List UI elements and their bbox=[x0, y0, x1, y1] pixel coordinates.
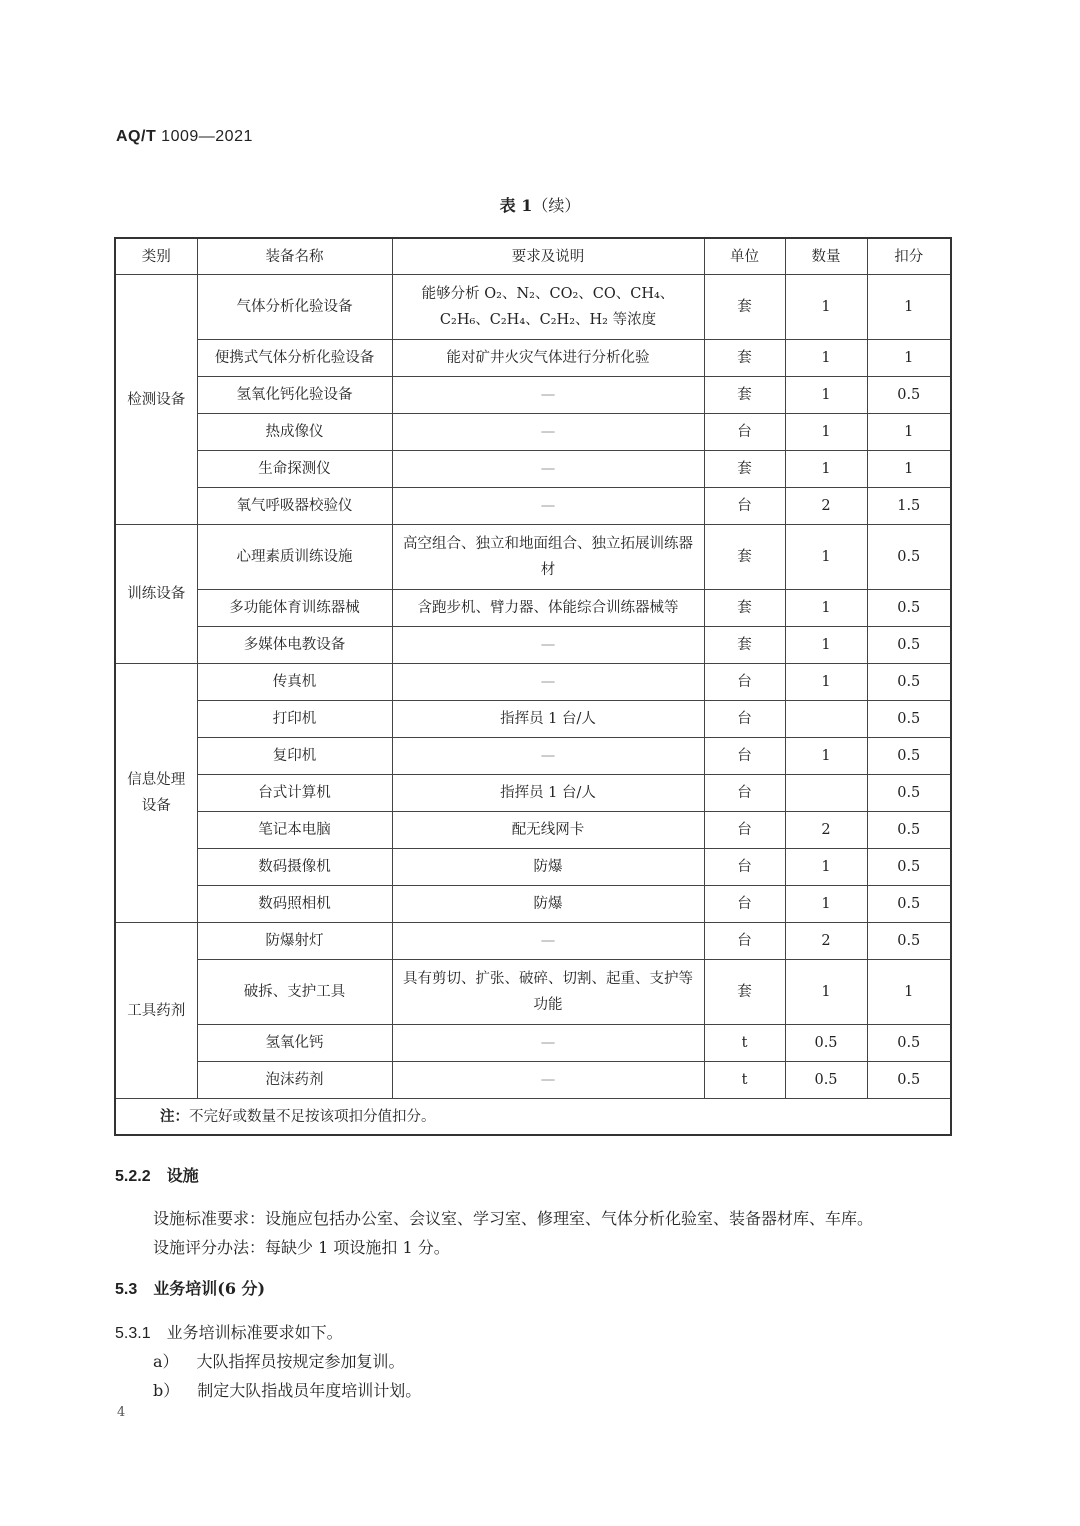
equipment-name-cell: 台式计算机 bbox=[197, 775, 392, 812]
requirement-cell: — bbox=[392, 451, 704, 488]
unit-cell: 套 bbox=[704, 377, 785, 414]
quantity-cell: 1 bbox=[785, 960, 867, 1025]
unit-cell: 台 bbox=[704, 701, 785, 738]
unit-cell: 套 bbox=[704, 525, 785, 590]
quantity-cell: 1 bbox=[785, 414, 867, 451]
requirement-cell: 指挥员 1 台/人 bbox=[392, 775, 704, 812]
quantity-cell: 1 bbox=[785, 627, 867, 664]
section-5-3-heading bbox=[115, 1276, 265, 1299]
unit-cell: 台 bbox=[704, 738, 785, 775]
equipment-name-cell: 防爆射灯 bbox=[197, 923, 392, 960]
equipment-name-cell: 气体分析化验设备 bbox=[197, 275, 392, 340]
unit-cell: 台 bbox=[704, 812, 785, 849]
quantity-cell bbox=[785, 775, 867, 812]
table-note-row bbox=[115, 1099, 951, 1136]
table-row bbox=[115, 960, 951, 1025]
requirement-cell: — bbox=[392, 738, 704, 775]
unit-cell: 台 bbox=[704, 849, 785, 886]
requirement-cell: 防爆 bbox=[392, 886, 704, 923]
category-cell: 检测设备 bbox=[115, 275, 197, 525]
equipment-name-cell: 泡沫药剂 bbox=[197, 1062, 392, 1099]
quantity-cell: 0.5 bbox=[785, 1062, 867, 1099]
table-row bbox=[115, 738, 951, 775]
deduction-cell: 1 bbox=[867, 451, 951, 488]
quantity-cell: 1 bbox=[785, 886, 867, 923]
quantity-cell: 1 bbox=[785, 451, 867, 488]
quantity-cell: 1 bbox=[785, 738, 867, 775]
deduction-cell: 0.5 bbox=[867, 812, 951, 849]
unit-cell: 套 bbox=[704, 590, 785, 627]
unit-cell: t bbox=[704, 1025, 785, 1062]
table-row bbox=[115, 849, 951, 886]
equipment-name-cell: 数码摄像机 bbox=[197, 849, 392, 886]
deduction-cell: 0.5 bbox=[867, 590, 951, 627]
requirement-cell: 能够分析 O₂、N₂、CO₂、CO、CH₄、C₂H₆、C₂H₄、C₂H₂、H₂ 等浓度 bbox=[392, 275, 704, 340]
requirement-cell: 具有剪切、扩张、破碎、切割、起重、支护等功能 bbox=[392, 960, 704, 1025]
table-row bbox=[115, 275, 951, 340]
equipment-name-cell: 氢氧化钙 bbox=[197, 1025, 392, 1062]
equipment-name-cell: 数码照相机 bbox=[197, 886, 392, 923]
quantity-cell: 0.5 bbox=[785, 1025, 867, 1062]
quantity-cell: 1 bbox=[785, 525, 867, 590]
deduction-cell: 0.5 bbox=[867, 775, 951, 812]
document-code bbox=[116, 128, 253, 146]
table-caption bbox=[0, 193, 1080, 216]
equipment-table bbox=[114, 237, 952, 1136]
table-row bbox=[115, 886, 951, 923]
quantity-cell: 1 bbox=[785, 377, 867, 414]
category-cell: 工具药剂 bbox=[115, 923, 197, 1099]
deduction-cell: 0.5 bbox=[867, 377, 951, 414]
table-row bbox=[115, 340, 951, 377]
col-header: 扣分 bbox=[867, 238, 951, 275]
deduction-cell: 1 bbox=[867, 414, 951, 451]
equipment-name-cell: 打印机 bbox=[197, 701, 392, 738]
unit-cell: 台 bbox=[704, 414, 785, 451]
quantity-cell: 1 bbox=[785, 590, 867, 627]
deduction-cell: 1.5 bbox=[867, 488, 951, 525]
deduction-cell: 0.5 bbox=[867, 886, 951, 923]
col-header: 单位 bbox=[704, 238, 785, 275]
equipment-name-cell: 氢氧化钙化验设备 bbox=[197, 377, 392, 414]
quantity-cell: 1 bbox=[785, 664, 867, 701]
requirement-cell: — bbox=[392, 627, 704, 664]
list-item bbox=[153, 1378, 421, 1401]
list-item bbox=[153, 1349, 405, 1372]
equipment-name-cell: 破拆、支护工具 bbox=[197, 960, 392, 1025]
equipment-name-cell: 多媒体电教设备 bbox=[197, 627, 392, 664]
deduction-cell: 0.5 bbox=[867, 849, 951, 886]
list-label: a） bbox=[153, 1352, 179, 1371]
code-number: 1009—2021 bbox=[161, 128, 253, 145]
table-row bbox=[115, 812, 951, 849]
deduction-cell: 1 bbox=[867, 275, 951, 340]
table-row bbox=[115, 664, 951, 701]
list-text: 制定大队指战员年度培训计划。 bbox=[197, 1381, 422, 1400]
equipment-name-cell: 生命探测仪 bbox=[197, 451, 392, 488]
table-row bbox=[115, 451, 951, 488]
table-row bbox=[115, 525, 951, 590]
category-cell: 信息处理设备 bbox=[115, 664, 197, 923]
col-header: 数量 bbox=[785, 238, 867, 275]
quantity-cell: 1 bbox=[785, 849, 867, 886]
table-row bbox=[115, 627, 951, 664]
deduction-cell: 0.5 bbox=[867, 701, 951, 738]
table-row bbox=[115, 775, 951, 812]
deduction-cell: 0.5 bbox=[867, 923, 951, 960]
deduction-cell: 0.5 bbox=[867, 738, 951, 775]
paragraph: 设施评分办法：每缺少 1 项设施扣 1 分。 bbox=[153, 1238, 450, 1257]
quantity-cell: 1 bbox=[785, 275, 867, 340]
table-row bbox=[115, 1025, 951, 1062]
unit-cell: 台 bbox=[704, 664, 785, 701]
deduction-cell: 0.5 bbox=[867, 1062, 951, 1099]
unit-cell: 套 bbox=[704, 275, 785, 340]
table-header-row bbox=[115, 238, 951, 275]
equipment-name-cell: 氧气呼吸器校验仪 bbox=[197, 488, 392, 525]
unit-cell: 台 bbox=[704, 923, 785, 960]
requirement-cell: 高空组合、独立和地面组合、独立拓展训练器材 bbox=[392, 525, 704, 590]
note-text: 不完好或数量不足按该项扣分值扣分。 bbox=[189, 1108, 436, 1125]
deduction-cell: 0.5 bbox=[867, 627, 951, 664]
section-text: 业务培训标准要求如下。 bbox=[166, 1323, 343, 1342]
table-row bbox=[115, 414, 951, 451]
category-cell: 训练设备 bbox=[115, 525, 197, 664]
section-number: 5.3.1 bbox=[115, 1325, 151, 1342]
deduction-cell: 0.5 bbox=[867, 1025, 951, 1062]
unit-cell: 套 bbox=[704, 340, 785, 377]
unit-cell: 套 bbox=[704, 451, 785, 488]
caption-suffix: （续） bbox=[532, 196, 581, 215]
table-row bbox=[115, 488, 951, 525]
paragraph: 设施标准要求：设施应包括办公室、会议室、学习室、修理室、气体分析化验室、装备器材库、车库。 bbox=[153, 1209, 874, 1228]
section-5-3-1 bbox=[115, 1320, 343, 1343]
unit-cell: t bbox=[704, 1062, 785, 1099]
table-row bbox=[115, 1062, 951, 1099]
deduction-cell: 1 bbox=[867, 340, 951, 377]
table-note bbox=[115, 1099, 951, 1136]
list-text: 大队指挥员按规定参加复训。 bbox=[196, 1352, 405, 1371]
page-number: 4 bbox=[117, 1405, 126, 1420]
unit-cell: 套 bbox=[704, 960, 785, 1025]
deduction-cell: 0.5 bbox=[867, 664, 951, 701]
requirement-cell: 指挥员 1 台/人 bbox=[392, 701, 704, 738]
requirement-cell: — bbox=[392, 923, 704, 960]
section-title: 设施 bbox=[166, 1166, 199, 1185]
deduction-cell: 1 bbox=[867, 960, 951, 1025]
equipment-name-cell: 热成像仪 bbox=[197, 414, 392, 451]
requirement-cell: — bbox=[392, 1062, 704, 1099]
note-label: 注： bbox=[160, 1107, 189, 1125]
col-header: 类别 bbox=[115, 238, 197, 275]
table-row bbox=[115, 923, 951, 960]
requirement-cell: 配无线网卡 bbox=[392, 812, 704, 849]
equipment-name-cell: 笔记本电脑 bbox=[197, 812, 392, 849]
table-row bbox=[115, 377, 951, 414]
list-label: b） bbox=[153, 1381, 180, 1400]
unit-cell: 套 bbox=[704, 627, 785, 664]
requirement-cell: — bbox=[392, 377, 704, 414]
equipment-name-cell: 心理素质训练设施 bbox=[197, 525, 392, 590]
equipment-name-cell: 复印机 bbox=[197, 738, 392, 775]
table-row bbox=[115, 590, 951, 627]
requirement-cell: — bbox=[392, 664, 704, 701]
col-header: 装备名称 bbox=[197, 238, 392, 275]
section-number: 5.2.2 bbox=[115, 1168, 151, 1185]
unit-cell: 台 bbox=[704, 886, 785, 923]
section-number: 5.3 bbox=[115, 1281, 138, 1298]
equipment-name-cell: 便携式气体分析化验设备 bbox=[197, 340, 392, 377]
quantity-cell: 1 bbox=[785, 340, 867, 377]
equipment-name-cell: 多功能体育训练器械 bbox=[197, 590, 392, 627]
equipment-name-cell: 传真机 bbox=[197, 664, 392, 701]
section-5-2-2-heading bbox=[115, 1163, 199, 1186]
section-title: 业务培训(6 分) bbox=[153, 1279, 266, 1298]
quantity-cell: 2 bbox=[785, 488, 867, 525]
quantity-cell: 2 bbox=[785, 812, 867, 849]
requirement-cell: 含跑步机、臂力器、体能综合训练器械等 bbox=[392, 590, 704, 627]
table-row bbox=[115, 701, 951, 738]
quantity-cell: 2 bbox=[785, 923, 867, 960]
col-header: 要求及说明 bbox=[392, 238, 704, 275]
unit-cell: 台 bbox=[704, 775, 785, 812]
requirement-cell: 防爆 bbox=[392, 849, 704, 886]
requirement-cell: — bbox=[392, 1025, 704, 1062]
caption-label: 表 1 bbox=[499, 196, 533, 215]
quantity-cell bbox=[785, 701, 867, 738]
unit-cell: 台 bbox=[704, 488, 785, 525]
requirement-cell: — bbox=[392, 488, 704, 525]
requirement-cell: 能对矿井火灾气体进行分析化验 bbox=[392, 340, 704, 377]
deduction-cell: 0.5 bbox=[867, 525, 951, 590]
code-prefix: AQ/T bbox=[116, 128, 157, 145]
requirement-cell: — bbox=[392, 414, 704, 451]
